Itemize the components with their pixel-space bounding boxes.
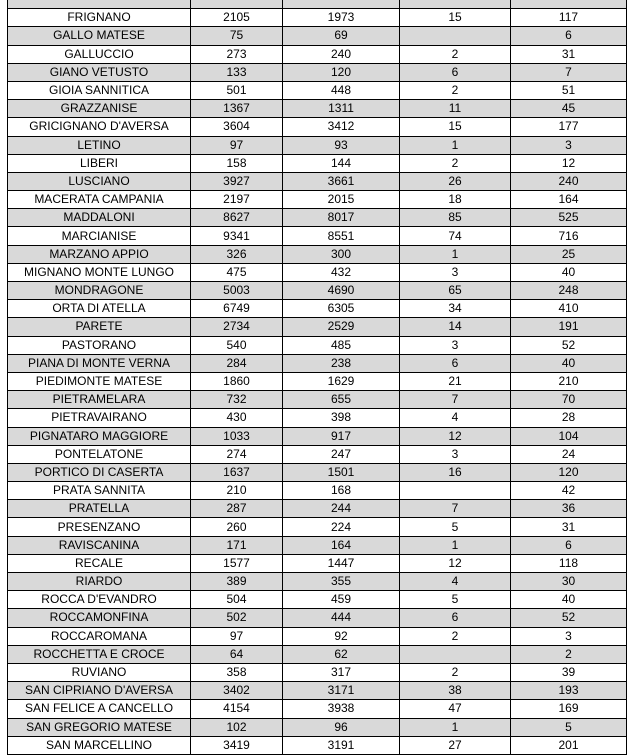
col2-cell: 96 [283, 718, 400, 736]
comune-cell: GIOIA SANNITICA [8, 81, 191, 99]
col2-cell: 8551 [283, 227, 400, 245]
col2-cell: 432 [283, 263, 400, 281]
col3-cell: 5 [400, 518, 511, 536]
comune-cell: RIARDO [8, 573, 191, 591]
table-row [8, 736, 627, 754]
comune-cell: LIBERI [8, 154, 191, 172]
col1-cell: 2105 [191, 9, 283, 27]
col2-cell: 1629 [283, 372, 400, 390]
col2-cell: 3191 [283, 736, 400, 754]
col3-cell: 12 [400, 554, 511, 572]
table-row [8, 609, 627, 627]
col1-cell: 1033 [191, 427, 283, 445]
col3-cell: 6 [400, 354, 511, 372]
table-row [8, 573, 627, 591]
col1-cell: 210 [191, 482, 283, 500]
col2-cell: 8017 [283, 209, 400, 227]
col1-cell: 97 [191, 627, 283, 645]
col1-cell: 8627 [191, 209, 283, 227]
col2-cell: 300 [283, 245, 400, 263]
col3-cell [400, 0, 511, 9]
col2-cell: 485 [283, 336, 400, 354]
col1-cell: 501 [191, 81, 283, 99]
comune-cell: ROCCAMONFINA [8, 609, 191, 627]
col1-cell: 326 [191, 245, 283, 263]
col3-cell: 4 [400, 409, 511, 427]
comune-cell: PIETRAVAIRANO [8, 409, 191, 427]
col1-cell: 133 [191, 63, 283, 81]
col4-cell: 716 [511, 227, 627, 245]
col2-cell: 92 [283, 627, 400, 645]
table-row [8, 482, 627, 500]
table-row [8, 645, 627, 663]
col3-cell: 1 [400, 718, 511, 736]
col4-cell: 201 [511, 736, 627, 754]
table-row [8, 81, 627, 99]
col4-cell: 36 [511, 500, 627, 518]
table-row [8, 245, 627, 263]
col2-cell: 244 [283, 500, 400, 518]
table-row [8, 209, 627, 227]
col3-cell: 2 [400, 663, 511, 681]
col1-cell: 1367 [191, 100, 283, 118]
table-row [8, 154, 627, 172]
col1-cell: 9341 [191, 227, 283, 245]
col2-cell: 6305 [283, 300, 400, 318]
col2-cell: 238 [283, 354, 400, 372]
comune-cell: PONTELATONE [8, 445, 191, 463]
col3-cell: 2 [400, 81, 511, 99]
col4-cell: 525 [511, 209, 627, 227]
col1-cell: 287 [191, 500, 283, 518]
table-row [8, 300, 627, 318]
col4-cell: 117 [511, 9, 627, 27]
col4-cell: 70 [511, 391, 627, 409]
col4-cell: 104 [511, 427, 627, 445]
col3-cell: 15 [400, 9, 511, 27]
table-row [8, 282, 627, 300]
comune-cell: PRATA SANNITA [8, 482, 191, 500]
comune-cell: MIGNANO MONTE LUNGO [8, 263, 191, 281]
col2-cell: 2015 [283, 191, 400, 209]
comune-cell: PARETE [8, 318, 191, 336]
comune-cell: PRESENZANO [8, 518, 191, 536]
col3-cell [400, 27, 511, 45]
col3-cell: 1 [400, 136, 511, 154]
col1-cell: 2734 [191, 318, 283, 336]
comune-cell: ROCCHETTA E CROCE [8, 645, 191, 663]
col3-cell: 18 [400, 191, 511, 209]
col4-cell: 25 [511, 245, 627, 263]
col3-cell: 38 [400, 682, 511, 700]
col2-cell: 247 [283, 445, 400, 463]
col4-cell: 191 [511, 318, 627, 336]
col1-cell: 260 [191, 518, 283, 536]
col1-cell: 502 [191, 609, 283, 627]
col1-cell: 158 [191, 154, 283, 172]
col3-cell: 12 [400, 427, 511, 445]
col1-cell: 75 [191, 27, 283, 45]
col4-cell: 39 [511, 663, 627, 681]
col2-cell: 448 [283, 81, 400, 99]
col4-cell: 240 [511, 172, 627, 190]
col4-cell [511, 0, 627, 9]
table-row [8, 718, 627, 736]
col1-cell: 284 [191, 354, 283, 372]
col4-cell: 7 [511, 63, 627, 81]
table-row [8, 627, 627, 645]
col1-cell: 3927 [191, 172, 283, 190]
col3-cell: 2 [400, 154, 511, 172]
col1-cell: 430 [191, 409, 283, 427]
comune-cell: SAN CIPRIANO D'AVERSA [8, 682, 191, 700]
col1-cell: 1860 [191, 372, 283, 390]
col3-cell: 11 [400, 100, 511, 118]
table-row [8, 0, 627, 9]
table-body [8, 0, 627, 754]
col1-cell: 389 [191, 573, 283, 591]
col4-cell: 118 [511, 554, 627, 572]
col1-cell: 732 [191, 391, 283, 409]
comune-cell: GRICIGNANO D'AVERSA [8, 118, 191, 136]
col3-cell: 7 [400, 391, 511, 409]
col3-cell: 3 [400, 263, 511, 281]
col2-cell [283, 0, 400, 9]
comune-cell [8, 0, 191, 9]
col3-cell: 27 [400, 736, 511, 754]
col1-cell: 3604 [191, 118, 283, 136]
col4-cell: 177 [511, 118, 627, 136]
col2-cell: 3938 [283, 700, 400, 718]
comune-cell: MADDALONI [8, 209, 191, 227]
comune-cell: LETINO [8, 136, 191, 154]
comune-cell: SAN MARCELLINO [8, 736, 191, 754]
comune-cell: PIGNATARO MAGGIORE [8, 427, 191, 445]
col4-cell: 3 [511, 136, 627, 154]
col3-cell: 2 [400, 627, 511, 645]
col1-cell: 6749 [191, 300, 283, 318]
col1-cell: 3402 [191, 682, 283, 700]
col1-cell: 1577 [191, 554, 283, 572]
col4-cell: 5 [511, 718, 627, 736]
col3-cell: 3 [400, 445, 511, 463]
table-row [8, 682, 627, 700]
col4-cell: 40 [511, 591, 627, 609]
table-row [8, 354, 627, 372]
col1-cell: 540 [191, 336, 283, 354]
col1-cell: 64 [191, 645, 283, 663]
col1-cell: 171 [191, 536, 283, 554]
col4-cell: 24 [511, 445, 627, 463]
col2-cell: 917 [283, 427, 400, 445]
col2-cell: 62 [283, 645, 400, 663]
col3-cell [400, 645, 511, 663]
comune-cell: SAN FELICE A CANCELLO [8, 700, 191, 718]
table-row [8, 500, 627, 518]
col2-cell: 1501 [283, 463, 400, 481]
col3-cell [400, 482, 511, 500]
table-row [8, 518, 627, 536]
col2-cell: 444 [283, 609, 400, 627]
col3-cell: 74 [400, 227, 511, 245]
col3-cell: 16 [400, 463, 511, 481]
col1-cell: 274 [191, 445, 283, 463]
comune-cell: PIETRAMELARA [8, 391, 191, 409]
col3-cell: 14 [400, 318, 511, 336]
col1-cell: 475 [191, 263, 283, 281]
col1-cell: 273 [191, 45, 283, 63]
col1-cell: 358 [191, 663, 283, 681]
col3-cell: 5 [400, 591, 511, 609]
col4-cell: 28 [511, 409, 627, 427]
table-row [8, 172, 627, 190]
comune-cell: ROCCA D'EVANDRO [8, 591, 191, 609]
comune-cell: PIANA DI MONTE VERNA [8, 354, 191, 372]
col4-cell: 52 [511, 609, 627, 627]
col4-cell: 193 [511, 682, 627, 700]
col1-cell: 3419 [191, 736, 283, 754]
col4-cell: 6 [511, 27, 627, 45]
col3-cell: 4 [400, 573, 511, 591]
table-row [8, 372, 627, 390]
col3-cell: 3 [400, 336, 511, 354]
table-row [8, 63, 627, 81]
col4-cell: 30 [511, 573, 627, 591]
table-row [8, 463, 627, 481]
col2-cell: 3171 [283, 682, 400, 700]
col1-cell: 5003 [191, 282, 283, 300]
col4-cell: 12 [511, 154, 627, 172]
table-row [8, 45, 627, 63]
col4-cell: 120 [511, 463, 627, 481]
col2-cell: 168 [283, 482, 400, 500]
comune-cell: MACERATA CAMPANIA [8, 191, 191, 209]
col4-cell: 52 [511, 336, 627, 354]
table-row [8, 9, 627, 27]
col3-cell: 85 [400, 209, 511, 227]
table-row [8, 591, 627, 609]
col2-cell: 144 [283, 154, 400, 172]
col4-cell: 31 [511, 518, 627, 536]
comune-cell: ROCCAROMANA [8, 627, 191, 645]
col4-cell: 31 [511, 45, 627, 63]
comune-cell: ORTA DI ATELLA [8, 300, 191, 318]
comune-cell: LUSCIANO [8, 172, 191, 190]
col3-cell: 21 [400, 372, 511, 390]
col3-cell: 6 [400, 63, 511, 81]
table-row [8, 318, 627, 336]
comune-cell: RUVIANO [8, 663, 191, 681]
col3-cell: 1 [400, 536, 511, 554]
comune-cell: PRATELLA [8, 500, 191, 518]
col4-cell: 3 [511, 627, 627, 645]
col1-cell: 2197 [191, 191, 283, 209]
col2-cell: 2529 [283, 318, 400, 336]
comune-cell: SAN GREGORIO MATESE [8, 718, 191, 736]
col2-cell: 93 [283, 136, 400, 154]
col2-cell: 317 [283, 663, 400, 681]
table-row [8, 391, 627, 409]
col1-cell: 102 [191, 718, 283, 736]
col3-cell: 2 [400, 45, 511, 63]
comune-cell: GALLO MATESE [8, 27, 191, 45]
table-row [8, 427, 627, 445]
col2-cell: 1311 [283, 100, 400, 118]
col1-cell: 97 [191, 136, 283, 154]
col4-cell: 40 [511, 263, 627, 281]
comune-cell: MONDRAGONE [8, 282, 191, 300]
col3-cell: 1 [400, 245, 511, 263]
col2-cell: 655 [283, 391, 400, 409]
comune-cell: GRAZZANISE [8, 100, 191, 118]
col1-cell: 1637 [191, 463, 283, 481]
table-row [8, 700, 627, 718]
col4-cell: 51 [511, 81, 627, 99]
col2-cell: 224 [283, 518, 400, 536]
table-row [8, 191, 627, 209]
col2-cell: 3661 [283, 172, 400, 190]
comune-cell: PORTICO DI CASERTA [8, 463, 191, 481]
data-table [7, 0, 627, 755]
table-row [8, 227, 627, 245]
col3-cell: 7 [400, 500, 511, 518]
col3-cell: 6 [400, 609, 511, 627]
col4-cell: 248 [511, 282, 627, 300]
col2-cell: 1447 [283, 554, 400, 572]
comune-cell: RECALE [8, 554, 191, 572]
col2-cell: 3412 [283, 118, 400, 136]
table-row [8, 536, 627, 554]
table-row [8, 554, 627, 572]
table-row [8, 663, 627, 681]
col4-cell: 169 [511, 700, 627, 718]
col4-cell: 2 [511, 645, 627, 663]
col2-cell: 355 [283, 573, 400, 591]
comune-cell: GIANO VETUSTO [8, 63, 191, 81]
col3-cell: 15 [400, 118, 511, 136]
col2-cell: 1973 [283, 9, 400, 27]
col4-cell: 410 [511, 300, 627, 318]
table-row [8, 136, 627, 154]
col1-cell: 4154 [191, 700, 283, 718]
col4-cell: 40 [511, 354, 627, 372]
col2-cell: 398 [283, 409, 400, 427]
table-row [8, 409, 627, 427]
col4-cell: 42 [511, 482, 627, 500]
col1-cell [191, 0, 283, 9]
comune-cell: PIEDIMONTE MATESE [8, 372, 191, 390]
comune-cell: PASTORANO [8, 336, 191, 354]
table-row [8, 27, 627, 45]
comune-cell: GALLUCCIO [8, 45, 191, 63]
col1-cell: 504 [191, 591, 283, 609]
col4-cell: 210 [511, 372, 627, 390]
table-row [8, 100, 627, 118]
col3-cell: 47 [400, 700, 511, 718]
comune-cell: FRIGNANO [8, 9, 191, 27]
table-row [8, 336, 627, 354]
col3-cell: 26 [400, 172, 511, 190]
col2-cell: 4690 [283, 282, 400, 300]
col2-cell: 164 [283, 536, 400, 554]
col2-cell: 120 [283, 63, 400, 81]
comune-cell: MARZANO APPIO [8, 245, 191, 263]
comune-cell: MARCIANISE [8, 227, 191, 245]
col2-cell: 459 [283, 591, 400, 609]
col2-cell: 69 [283, 27, 400, 45]
table-row [8, 118, 627, 136]
table-row [8, 445, 627, 463]
comune-cell: RAVISCANINA [8, 536, 191, 554]
col3-cell: 65 [400, 282, 511, 300]
col4-cell: 6 [511, 536, 627, 554]
col3-cell: 34 [400, 300, 511, 318]
col4-cell: 164 [511, 191, 627, 209]
table-row [8, 263, 627, 281]
col4-cell: 45 [511, 100, 627, 118]
col2-cell: 240 [283, 45, 400, 63]
